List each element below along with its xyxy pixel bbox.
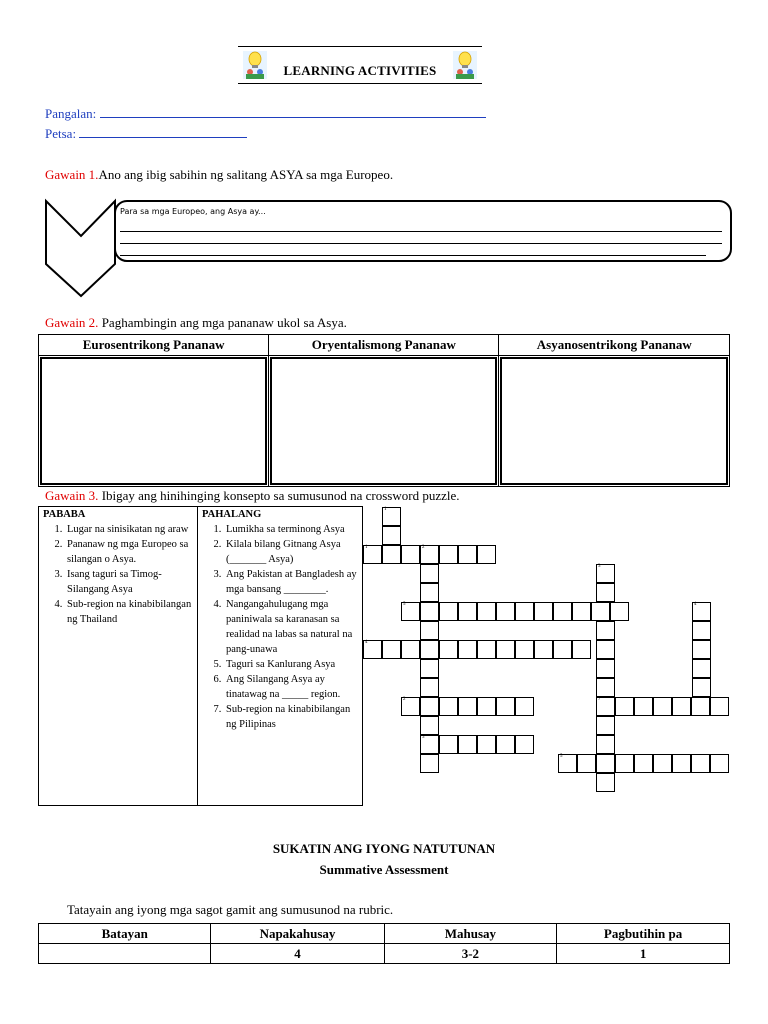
page-title: LEARNING ACTIVITIES [283,63,437,78]
clue-down-2: 2. Pananaw ng mga Europeo sa silangan o Asya. [65,537,193,567]
crossword-cell[interactable] [382,545,401,564]
crossword-cell[interactable] [420,583,439,602]
name-row [45,105,486,122]
crossword-cell[interactable] [363,545,382,564]
crossword-cell[interactable] [401,545,420,564]
crossword-cell[interactable] [692,659,711,678]
crossword-cell[interactable] [692,621,711,640]
rubric-header-batayan: Batayan [39,924,211,944]
crossword-cell[interactable] [691,697,710,716]
crossword-cell[interactable] [458,697,477,716]
gawain1-prompt: Para sa mga Europeo, ang Asya ay... [120,207,266,216]
crossword-cell[interactable] [558,754,577,773]
crossword-cell[interactable] [596,564,615,583]
rubric-instruction: Tatayain ang iyong mga sagot gamit ang sumusunod na rubric. [67,902,394,917]
gawain2-heading [45,315,347,331]
crossword-cell[interactable] [420,659,439,678]
crossword-cell[interactable] [596,754,615,773]
date-field[interactable] [79,125,247,138]
crossword-cell[interactable] [496,697,515,716]
clue-across-4: 4. Nangangahulugang mga paniniwala sa karanasan sa realidad na labas sa natural na pang-unawa [224,597,358,657]
column-header-asyanosentriko: Asyanosentrikong Pananaw [499,335,730,356]
gawain2-text: Paghambingin ang mga pananaw ukol sa Asya. [98,315,347,330]
gawain1-text: Ano ang ibig sabihin ng salitang ASYA sa mga Europeo. [98,167,394,182]
crossword-cell[interactable] [596,678,615,697]
date-row [45,125,247,142]
crossword-cell[interactable] [515,697,534,716]
clue-across-6: 6. Ang Silangang Asya ay tinatawag na _____ region. [224,672,358,702]
crossword-cell[interactable] [477,545,496,564]
answer-line[interactable] [120,255,706,256]
crossword-cell[interactable] [401,602,420,621]
crossword-cell[interactable] [382,640,401,659]
column-header-eurosentriko: Eurosentrikong Pananaw [39,335,269,356]
title-banner [238,46,482,84]
answer-line[interactable] [120,243,722,244]
rubric-table [38,923,730,964]
crossword-cell[interactable] [477,735,496,754]
gawain3-text: Ibigay ang hinihinging konsepto sa sumusunod na crossword puzzle. [98,488,460,503]
pababa-title: PABABA [43,509,86,520]
crossword-cell-number: 5 [560,754,563,759]
crossword-cell[interactable] [615,754,634,773]
crossword-cell[interactable] [439,735,458,754]
gawain3-heading [45,488,460,504]
crossword-cell-number: 5 [403,602,406,607]
crossword-cell[interactable] [439,640,458,659]
rubric-score-cell [39,944,211,964]
answer-cell[interactable] [269,356,499,487]
crossword-cell[interactable] [458,735,477,754]
crossword-cell[interactable] [596,621,615,640]
crossword-cell[interactable] [439,697,458,716]
crossword-cell[interactable] [710,697,729,716]
crossword-cell[interactable] [692,678,711,697]
crossword-cell[interactable] [692,697,711,716]
crossword-cell[interactable] [477,697,496,716]
gawain2-label: Gawain 2. [45,315,99,330]
answer-cell[interactable] [39,356,269,487]
crossword-cell-number: 4 [365,640,368,645]
clue-across-2: 2. Kilala bilang Gitnang Asya (_______ Asya) [224,537,358,567]
crossword-cell[interactable] [534,602,553,621]
crossword-cell[interactable] [515,640,534,659]
pahalang-column [198,507,363,806]
pahalang-title: PAHALANG [202,509,262,520]
crossword-cell[interactable] [458,545,477,564]
crossword-cell[interactable] [596,659,615,678]
crossword-cell[interactable] [477,640,496,659]
summative-subtitle: Summative Assessment [319,862,449,877]
crossword-cell[interactable] [420,754,439,773]
crossword-cell[interactable] [534,640,553,659]
crossword-cell[interactable] [420,735,439,754]
pababa-column [39,507,198,806]
crossword-cell[interactable] [420,640,439,659]
crossword-cell[interactable] [382,507,401,526]
crossword-cell[interactable] [439,602,458,621]
crossword-cell[interactable] [653,697,672,716]
clue-across-1: 1. Lumikha sa terminong Asya [224,522,358,537]
crossword-cell[interactable] [572,640,591,659]
clue-across-5: 5. Taguri sa Kanlurang Asya [224,657,358,672]
crossword-cell[interactable] [672,697,691,716]
gawain1-label: Gawain 1. [45,167,99,182]
crossword-cell[interactable] [577,754,596,773]
gawain1-heading [45,167,393,183]
crossword-cell[interactable] [553,602,572,621]
crossword-cell[interactable] [515,602,534,621]
crossword-cell-number: 3 [422,735,425,740]
crossword-cell[interactable] [553,640,572,659]
date-label: Petsa: [45,126,77,141]
crossword-cell[interactable] [420,697,439,716]
crossword-cell[interactable] [634,697,653,716]
lightbulb-person-icon [452,50,478,80]
crossword-cell[interactable] [615,697,634,716]
crossword-cell[interactable] [691,754,710,773]
crossword-cell[interactable] [420,621,439,640]
name-field[interactable] [100,105,486,118]
clue-down-3: 3. Isang taguri sa Timog-Silangang Asya [65,567,193,597]
crossword-cell[interactable] [420,716,439,735]
crossword-cell[interactable] [382,526,401,545]
crossword-cell[interactable] [439,545,458,564]
crossword-cell-number: 1 [384,507,387,512]
crossword-cell[interactable] [672,754,691,773]
crossword-cell[interactable] [458,640,477,659]
lightbulb-person-icon [242,50,268,80]
crossword-cell-number: 2 [403,697,406,702]
crossword-cell[interactable] [596,697,615,716]
answer-line[interactable] [120,231,722,232]
comparison-table [38,334,730,487]
rubric-score-cell: 4 [211,944,384,964]
crossword-cell[interactable] [496,735,515,754]
crossword-cell[interactable] [401,640,420,659]
crossword-cell[interactable] [401,697,420,716]
crossword-cell[interactable] [596,773,615,792]
rubric-header-mahusay: Mahusay [384,924,557,944]
crossword-cell[interactable] [420,564,439,583]
clue-down-4: 4. Sub-region na kinabibilangan ng Thailand [65,597,193,627]
rubric-header-napakahusay: Napakahusay [211,924,384,944]
crossword-cell[interactable] [458,602,477,621]
crossword-cell[interactable] [496,640,515,659]
crossword-cell[interactable] [496,602,515,621]
crossword-cell[interactable] [596,583,615,602]
crossword-cell[interactable] [710,754,729,773]
answer-cell[interactable] [499,356,730,487]
crossword-cell[interactable] [363,640,382,659]
clue-table [38,506,363,806]
clue-across-7: 7. Sub-region na kinabibilangan ng Pilipinas [224,702,358,732]
crossword-cell[interactable] [572,602,591,621]
rubric-header-pagbutihin: Pagbutihin pa [557,924,730,944]
clue-across-3: 3. Ang Pakistan at Bangladesh ay mga bansang ________. [224,567,358,597]
crossword-cell[interactable] [420,678,439,697]
gawain3-label: Gawain 3. [45,488,99,503]
crossword-cell-number: 7 [598,697,601,702]
crossword-cell[interactable] [596,735,615,754]
crossword-cell[interactable] [596,716,615,735]
crossword-cell[interactable] [515,735,534,754]
crossword-cell-number: 4 [694,602,697,607]
crossword-cell[interactable] [596,640,615,659]
rubric-score-cell: 1 [557,944,730,964]
crossword-cell[interactable] [634,754,653,773]
crossword-cell[interactable] [692,640,711,659]
column-header-oryentalismo: Oryentalismong Pananaw [269,335,499,356]
crossword-cell-number: 2 [422,545,425,550]
rubric-score-cell: 3-2 [384,944,557,964]
crossword-cell[interactable] [420,602,439,621]
crossword-cell[interactable] [477,602,496,621]
name-label: Pangalan: [45,106,97,121]
crossword-cell[interactable] [610,602,629,621]
crossword-cell-number: 1 [365,545,368,550]
crossword-cell[interactable] [596,602,615,621]
clue-down-1: 1. Lugar na sinisikatan ng araw [65,522,193,537]
crossword-cell[interactable] [591,602,610,621]
crossword-cell[interactable] [420,545,439,564]
summative-title: SUKATIN ANG IYONG NATUTUNAN [272,841,496,856]
crossword-cell[interactable] [653,754,672,773]
crossword-cell[interactable] [692,602,711,621]
crossword-cell-number: 3 [598,564,601,569]
